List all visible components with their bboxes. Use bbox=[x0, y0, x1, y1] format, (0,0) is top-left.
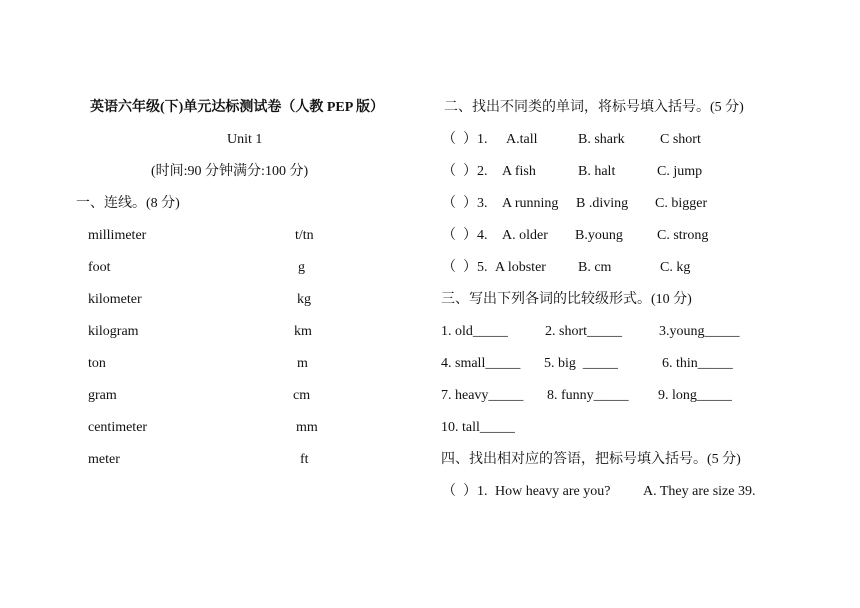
match-left-item: centimeter bbox=[88, 420, 148, 435]
question-number: （ ）4. bbox=[442, 228, 488, 243]
option-a: A. older bbox=[502, 228, 548, 243]
match-right-item: cm bbox=[293, 388, 311, 403]
fill-blank-item: 4. small_____ bbox=[441, 356, 521, 371]
option-b: B.young bbox=[575, 228, 623, 243]
option-c: C. jump bbox=[657, 164, 703, 179]
option-a: A running bbox=[502, 196, 559, 211]
question-number: （ ）1. bbox=[442, 132, 488, 147]
fill-blank-item: 9. long_____ bbox=[658, 388, 732, 403]
option-c: C short bbox=[660, 132, 701, 147]
fill-blank-item: 5. big _____ bbox=[544, 356, 618, 371]
fill-blank-item: 3.young_____ bbox=[659, 324, 740, 339]
match-left-item: kilogram bbox=[88, 324, 139, 339]
match-right-item: mm bbox=[296, 420, 318, 435]
match-left-item: kilometer bbox=[88, 292, 142, 307]
option-a: A.tall bbox=[506, 132, 538, 147]
fill-blank-item: 8. funny_____ bbox=[547, 388, 629, 403]
question-text: How heavy are you? bbox=[495, 484, 611, 499]
option-b: B. halt bbox=[578, 164, 616, 179]
match-right-item: km bbox=[294, 324, 312, 339]
fill-blank-item: 6. thin_____ bbox=[662, 356, 733, 371]
fill-blank-item: 7. heavy_____ bbox=[441, 388, 524, 403]
option-c: C. bigger bbox=[655, 196, 708, 211]
option-b: B .diving bbox=[576, 196, 629, 211]
fill-blank-item: 10. tall_____ bbox=[441, 420, 515, 435]
fill-blank-item: 1. old_____ bbox=[441, 324, 508, 339]
question-number: （ ）5. bbox=[442, 260, 488, 275]
question-number: （ ）1. bbox=[442, 484, 488, 499]
section2-heading: 二、找出不同类的单词，将标号填入括号。(5 分) bbox=[444, 100, 744, 115]
match-right-item: ft bbox=[300, 452, 309, 467]
section4-heading: 四、找出相对应的答语，把标号填入括号。(5 分) bbox=[441, 452, 741, 467]
match-right-item: m bbox=[297, 356, 308, 371]
question-number: （ ）3. bbox=[442, 196, 488, 211]
unit-label: Unit 1 bbox=[227, 132, 263, 147]
match-left-item: millimeter bbox=[88, 228, 147, 243]
match-left-item: meter bbox=[88, 452, 120, 467]
match-right-item: g bbox=[298, 260, 305, 275]
option-c: C. kg bbox=[660, 260, 691, 275]
option-a: A lobster bbox=[495, 260, 546, 275]
time-info: (时间:90 分钟满分:100 分) bbox=[151, 164, 309, 179]
match-left-item: foot bbox=[88, 260, 111, 275]
match-left-item: gram bbox=[88, 388, 117, 403]
option-a: A fish bbox=[502, 164, 536, 179]
question-number: （ ）2. bbox=[442, 164, 488, 179]
fill-blank-item: 2. short_____ bbox=[545, 324, 622, 339]
paper-title: 英语六年级(下)单元达标测试卷（人教 PEP 版） bbox=[90, 100, 384, 115]
option-b: B. shark bbox=[578, 132, 625, 147]
match-right-item: kg bbox=[297, 292, 311, 307]
match-right-item: t/tn bbox=[295, 228, 314, 243]
option-c: C. strong bbox=[657, 228, 709, 243]
match-left-item: ton bbox=[88, 356, 106, 371]
section1-heading: 一、连线。(8 分) bbox=[76, 196, 180, 211]
option-b: B. cm bbox=[578, 260, 612, 275]
answer-option: A. They are size 39. bbox=[643, 484, 756, 499]
section3-heading: 三、写出下列各词的比较级形式。(10 分) bbox=[441, 292, 692, 307]
